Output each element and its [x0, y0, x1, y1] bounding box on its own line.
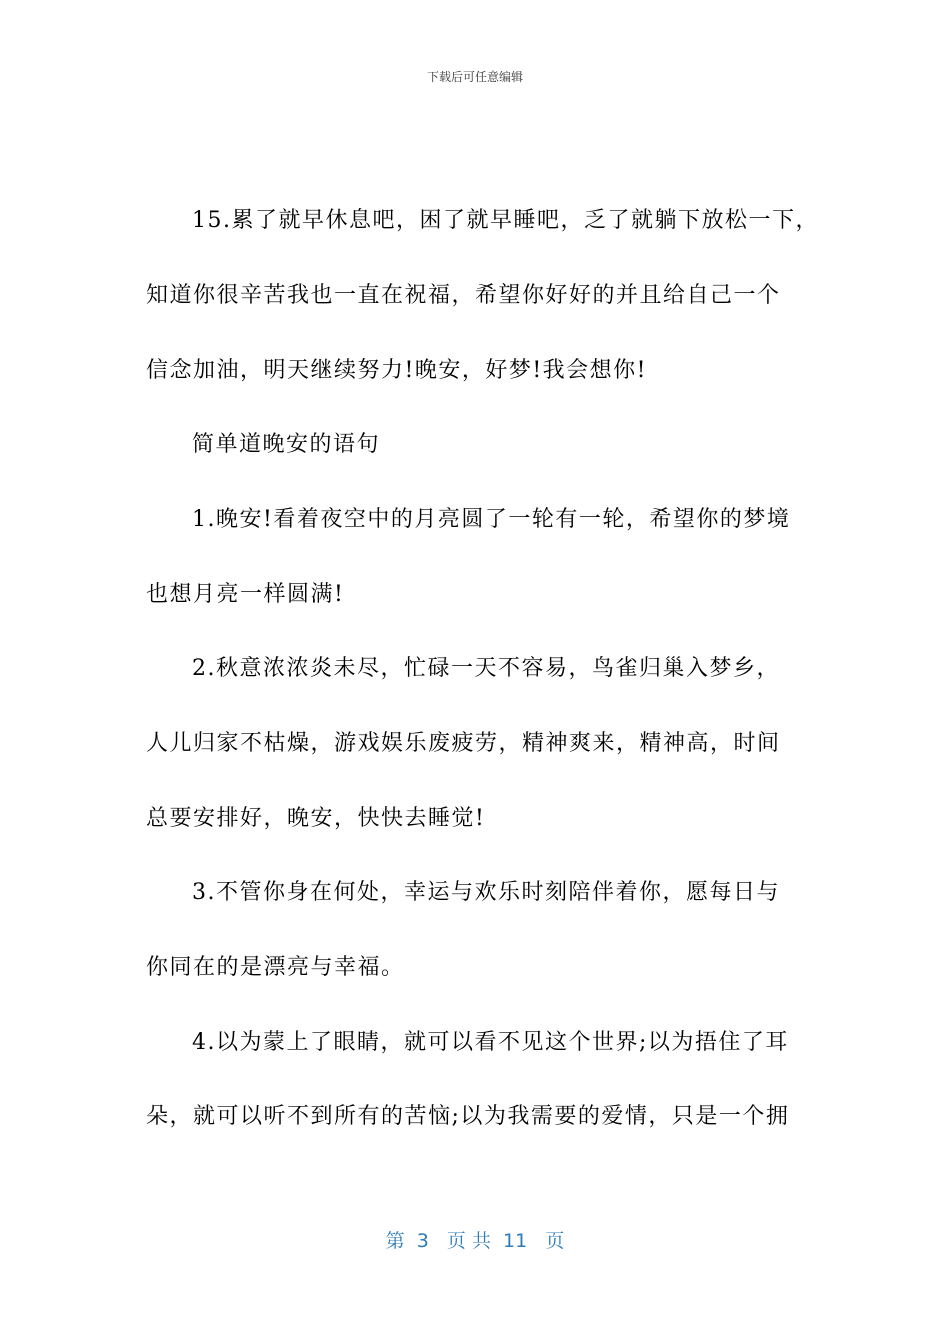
text-line: 知道你很辛苦我也一直在祝福，希望你好好的并且给自己一个 [146, 283, 781, 308]
header-note: 下载后可任意编辑 [426, 70, 523, 84]
text-line: 你同在的是漂亮与幸福。 [146, 955, 405, 980]
text-line: 人儿归家不枯燥，游戏娱乐废疲劳，精神爽来，精神高，时间 [146, 731, 781, 756]
text-line: 3.不管你身在何处，幸运与欢乐时刻陪伴着你，愿每日与 [192, 880, 780, 905]
text-line: 1.晚安!看着夜空中的月亮圆了一轮有一轮，希望你的梦境 [192, 507, 791, 532]
text-line: 总要安排好，晚安，快快去睡觉! [146, 806, 486, 831]
section-heading: 简单道晚安的语句 [192, 432, 381, 457]
text-line: 2.秋意浓浓炎未尽，忙碌一天不容易，鸟雀归巢入梦乡， [192, 656, 780, 681]
text-line: 15.累了就早休息吧，困了就早睡吧，乏了就躺下放松一下， [192, 208, 819, 233]
text-line: 也想月亮一样圆满! [146, 582, 345, 607]
text-line: 4.以为蒙上了眼睛，就可以看不见这个世界;以为捂住了耳 [192, 1030, 789, 1055]
text-line: 朵，就可以听不到所有的苦恼;以为我需要的爱情，只是一个拥 [146, 1104, 790, 1129]
text-line: 信念加油，明天继续努力!晚安，好梦!我会想你! [146, 358, 648, 383]
page-number: 第 3 页 共 11 页 [385, 1230, 565, 1252]
